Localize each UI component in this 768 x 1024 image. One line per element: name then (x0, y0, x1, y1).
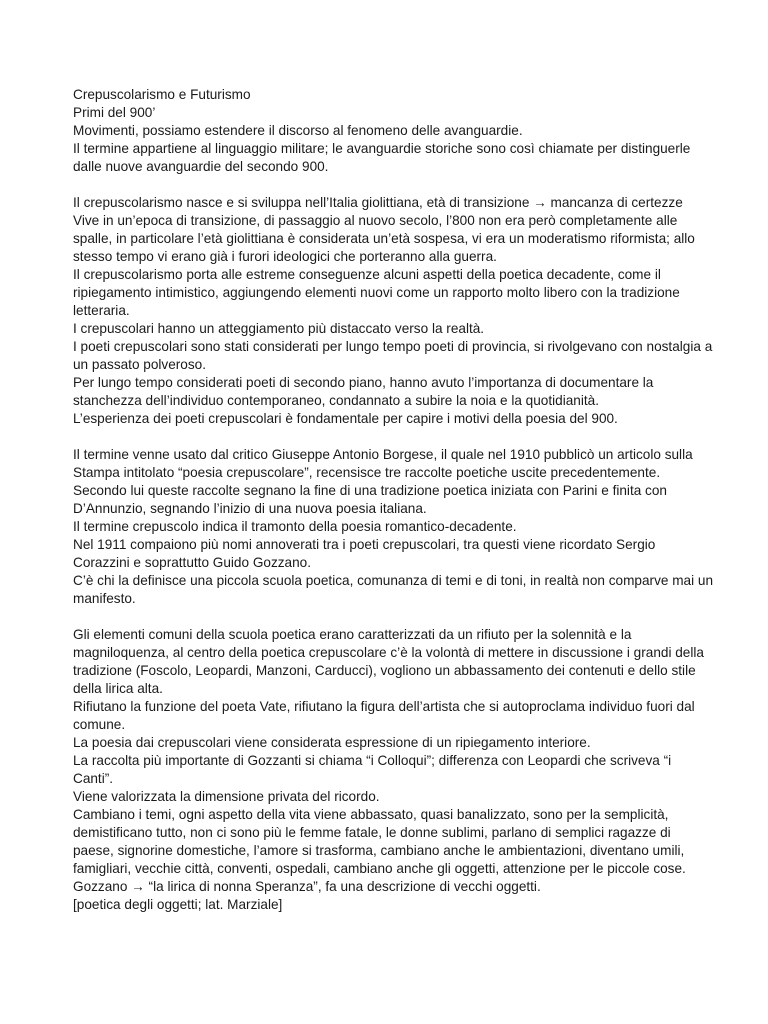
paragraph: Il crepuscolarismo porta alle estreme conseguenze alcuni aspetti della poetica decadente, come il ripiegamento intimistico, aggiungendo elementi nuovi come un rapporto molto libero con la tradizione letteraria. (73, 267, 680, 318)
paragraph: Movimenti, possiamo estendere il discorso al fenomeno delle avanguardie. (73, 123, 523, 138)
paragraph: I crepuscolari hanno un atteggiamento più distaccato verso la realtà. (73, 321, 485, 336)
paragraph: Il crepuscolarismo nasce e si sviluppa nell’Italia giolittiana, età di transizione → mancanza di certezze (73, 195, 683, 210)
document-page (73, 86, 713, 914)
paragraph: I poeti crepuscolari sono stati considerati per lungo tempo poeti di provincia, si rivolgevano con nostalgia a un passato polveroso. (73, 339, 713, 372)
paragraph: Viene valorizzata la dimensione privata del ricordo. (73, 789, 380, 804)
paragraph: Cambiano i temi, ogni aspetto della vita viene abbassato, quasi banalizzato, sono per la semplicità, demistificano tutto, non ci sono più le femme fatale, le donne sublimi, parlano di semplici ragazze di paese, signorine domestiche, l’amore si trasforma, cambiano anche le ambientazioni, diventano umili, famigliari, vecchie città, conventi, ospedali, cambiano anche gli oggetti, attenzione per le piccole cose. (73, 807, 686, 876)
paragraph: La poesia dai crepuscolari viene considerata espressione di un ripiegamento interiore. (73, 735, 591, 750)
paragraph: Il termine venne usato dal critico Giuseppe Antonio Borgese, il quale nel 1910 pubblicò un articolo sulla Stampa intitolato “poesia crepuscolare”, recensisce tre raccolte poetiche uscite precedentemente. Secondo lui queste raccolte segnano la fine di una tradizione poetica iniziata con Parini e finita con D’Annunzio, segnando l’inizio di una nuova poesia italiana. (73, 447, 693, 516)
paragraph-gap (73, 428, 713, 446)
paragraph-gap (73, 176, 713, 194)
document-title: Crepuscolarismo e Futurismo (73, 87, 251, 102)
paragraph: C’è chi la definisce una piccola scuola poetica, comunanza di temi e di toni, in realtà non comparve mai un manifesto. (73, 573, 714, 606)
paragraph: Per lungo tempo considerati poeti di secondo piano, hanno avuto l’importanza di documentare la stanchezza dell’individuo contemporaneo, condannato a subire la noia e la quotidianità. (73, 375, 654, 408)
paragraph: Rifiutano la funzione del poeta Vate, rifiutano la figura dell’artista che si autoproclama individuo fuori dal comune. (73, 699, 695, 732)
paragraph: [poetica degli oggetti; lat. Marziale] (73, 897, 283, 912)
paragraph: La raccolta più importante di Gozzanti si chiama “i Colloqui”; differenza con Leopardi che scriveva “i Canti”. (73, 753, 672, 786)
paragraph: Nel 1911 compaiono più nomi annoverati tra i poeti crepuscolari, tra questi viene ricordato Sergio Corazzini e soprattutto Guido Gozzano. (73, 537, 656, 570)
paragraph: Il termine appartiene al linguaggio militare; le avanguardie storiche sono così chiamate per distinguerle dalle nuove avanguardie del secondo 900. (73, 141, 691, 174)
paragraph: L’esperienza dei poeti crepuscolari è fondamentale per capire i motivi della poesia del 900. (73, 411, 618, 426)
paragraph: Vive in un’epoca di transizione, di passaggio al nuovo secolo, l’800 non era però completamente alle spalle, in particolare l’età giolittiana è considerata un’età sospesa, vi era un moderatismo riformista; allo stesso tempo vi erano già i furori ideologici che porteranno alla guerra. (73, 213, 695, 264)
paragraph-gap (73, 608, 713, 626)
paragraph: Gli elementi comuni della scuola poetica erano caratterizzati da un rifiuto per la solennità e la magniloquenza, al centro della poetica crepuscolare c’è la volontà di mettere in discussione i grandi della tradizione (Foscolo, Leopardi, Manzoni, Carducci), vogliono un abbassamento dei contenuti e dello stile della lirica alta. (73, 627, 704, 696)
document-subtitle: Primi del 900’ (73, 105, 156, 120)
paragraph: Gozzano → “la lirica di nonna Speranza”, fa una descrizione di vecchi oggetti. (73, 879, 541, 894)
paragraph: Il termine crepuscolo indica il tramonto della poesia romantico-decadente. (73, 519, 517, 534)
